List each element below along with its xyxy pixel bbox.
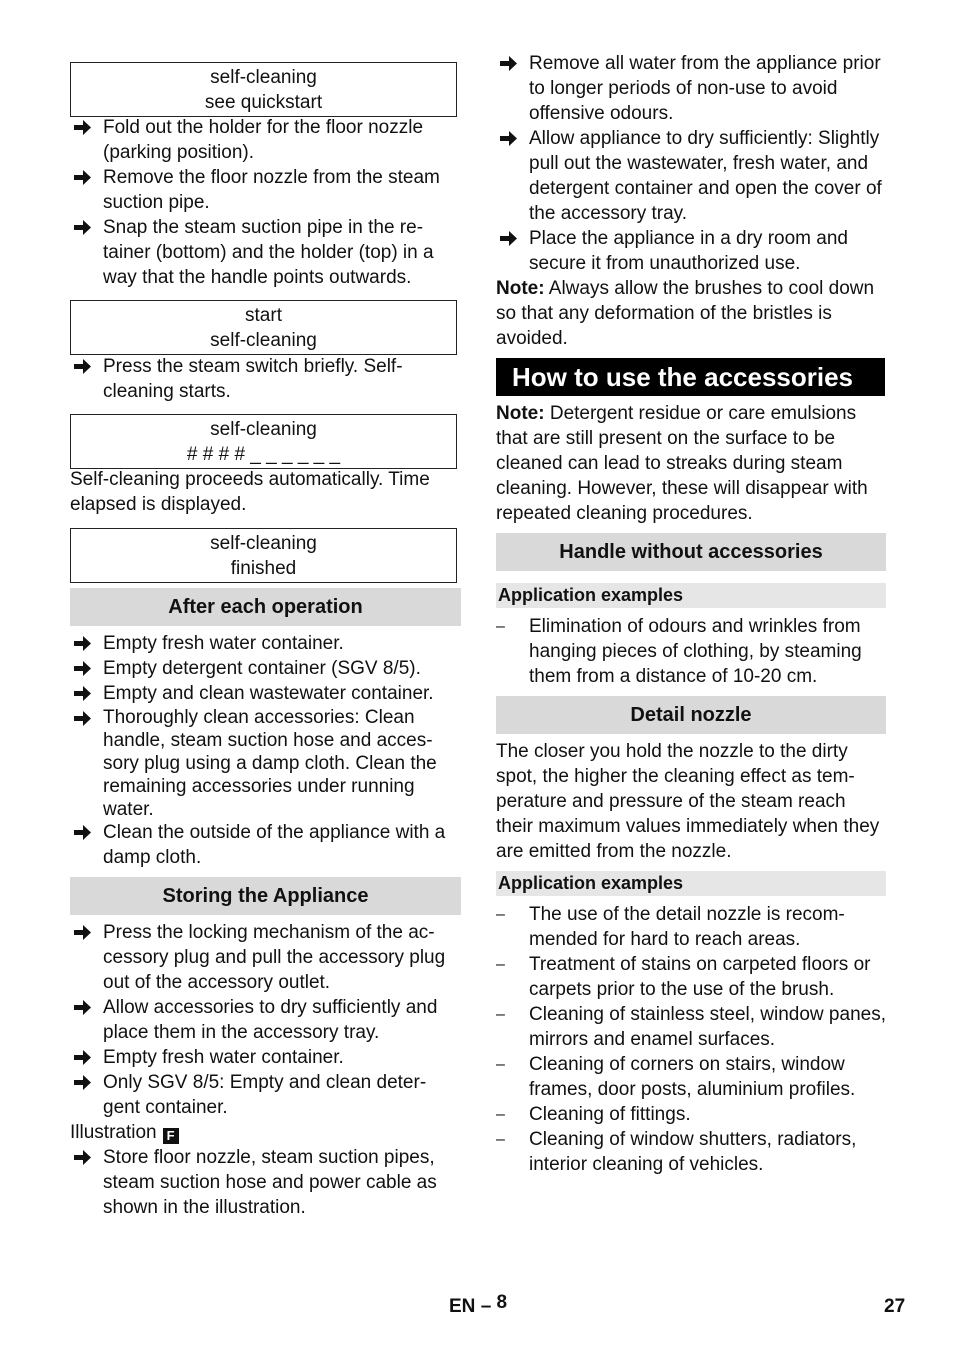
instruction-item: Store floor nozzle, steam suction pipes, steam suction hose and power cable as shown in the illustration. xyxy=(70,1145,461,1220)
arrow-icon xyxy=(74,999,92,1016)
instruction-item: Place the appliance in a dry room and secure it from unauthorized use. xyxy=(496,226,886,276)
list-item: – Cleaning of window shutters, radiators, interior cleaning of vehicles. xyxy=(496,1129,857,1175)
arrow-icon xyxy=(74,1149,92,1166)
arrow-icon xyxy=(74,824,92,841)
list-item: – Elimination of odours and wrinkles from hanging pieces of clothing, by steaming them from a distance of 10-20 cm. xyxy=(496,616,862,687)
note-brushes: Note: Always allow the brushes to cool down so that any deformation of the bristles is avoided. xyxy=(496,278,875,349)
arrow-icon xyxy=(500,55,518,72)
section-header-after-each-operation: After each operation xyxy=(70,588,461,626)
instruction-item: Only SGV 8/5: Empty and clean deter-gent container. xyxy=(70,1070,461,1120)
arrow-icon xyxy=(500,130,518,147)
list-item: – Treatment of stains on carpeted floors or carpets prior to the use of the brush. xyxy=(496,954,871,1000)
list-item: – Cleaning of corners on stairs, window frames, door posts, aluminium profiles. xyxy=(496,1054,856,1100)
arrow-icon xyxy=(74,710,92,727)
instruction-item: Allow appliance to dry sufficiently: Slightly pull out the wastewater, fresh water, and detergent container and open the cover of the accessory tray. xyxy=(496,126,886,226)
arrow-icon xyxy=(500,230,518,247)
section-header-handle: Handle without accessories xyxy=(496,533,886,571)
instruction-item: Press the locking mechanism of the ac-cessory plug and pull the accessory plug out of the accessory outlet. xyxy=(70,920,461,995)
instruction-item: Clean the outside of the appliance with a damp cloth. xyxy=(70,820,461,870)
section-header-detail-nozzle: Detail nozzle xyxy=(496,696,886,734)
note-detergent-residue: Note: Detergent residue or care emulsions that are still present on the surface to be cleaned can lead to streaks during steam cleaning. However, these will disappear with repeated cleaning procedures. xyxy=(496,403,868,524)
arrow-icon xyxy=(74,219,92,236)
instruction-item: Empty fresh water container. xyxy=(70,631,461,656)
illustration-f-icon: F xyxy=(163,1128,179,1144)
list-item: – Cleaning of stainless steel, window panes, mirrors and enamel surfaces. xyxy=(496,1004,886,1050)
illustration-reference: Illustration F xyxy=(70,1120,461,1145)
arrow-icon xyxy=(74,169,92,186)
arrow-icon xyxy=(74,635,92,652)
arrow-icon xyxy=(74,1049,92,1066)
display-box-progress: self-cleaning # # # # _ _ _ _ _ _ xyxy=(70,414,457,469)
subheader-application-examples: Application examples xyxy=(496,583,886,608)
instruction-item: Allow accessories to dry sufficiently and place them in the accessory tray. xyxy=(70,995,461,1045)
display-box-start: start self-cleaning xyxy=(70,300,457,355)
arrow-icon xyxy=(74,660,92,677)
chapter-title: How to use the accessories xyxy=(496,358,885,396)
paragraph-detail-nozzle: The closer you hold the nozzle to the dirty spot, the higher the cleaning effect as tem-perature and pressure of the steam reach their maximum values immediately when they are emitted from the nozzle. xyxy=(496,741,880,862)
arrow-icon xyxy=(74,119,92,136)
display-box-finished: self-cleaning finished xyxy=(70,528,457,583)
list-item: – Cleaning of fittings. xyxy=(496,1104,691,1125)
instruction-item: Remove all water from the appliance prior to longer periods of non-use to avoid offensive odours. xyxy=(496,51,886,126)
page-number: 27 xyxy=(884,1296,906,1317)
instruction-item: Fold out the holder for the floor nozzle (parking position). xyxy=(70,115,461,165)
instruction-item: Empty detergent container (SGV 8/5). xyxy=(70,656,461,681)
arrow-icon xyxy=(74,1074,92,1091)
paragraph-time-elapsed: Self-cleaning proceeds automatically. Time elapsed is displayed. xyxy=(70,469,430,515)
instruction-item: Empty and clean wastewater container. xyxy=(70,681,461,706)
footer-language: EN – 8 xyxy=(449,1292,508,1317)
section-header-storing: Storing the Appliance xyxy=(70,877,461,915)
arrow-icon xyxy=(74,685,92,702)
instruction-item: Thoroughly clean accessories: Clean handle, steam suction hose and acces-sory plug using a damp cloth. Clean the remaining accessories under running water. xyxy=(70,706,461,821)
instruction-item: Empty fresh water container. xyxy=(70,1045,461,1070)
instruction-item: Snap the steam suction pipe in the re-tainer (bottom) and the holder (top) in a way that the handle points outwards. xyxy=(70,215,461,290)
arrow-icon xyxy=(74,924,92,941)
arrow-icon xyxy=(74,358,92,375)
display-box-see-quickstart: self-cleaning see quickstart xyxy=(70,62,457,117)
list-item: – The use of the detail nozzle is recom-mended for hard to reach areas. xyxy=(496,904,845,950)
instruction-item: Remove the floor nozzle from the steam suction pipe. xyxy=(70,165,461,215)
subheader-application-examples: Application examples xyxy=(496,871,886,896)
instruction-item: Press the steam switch briefly. Self-cleaning starts. xyxy=(70,354,461,404)
